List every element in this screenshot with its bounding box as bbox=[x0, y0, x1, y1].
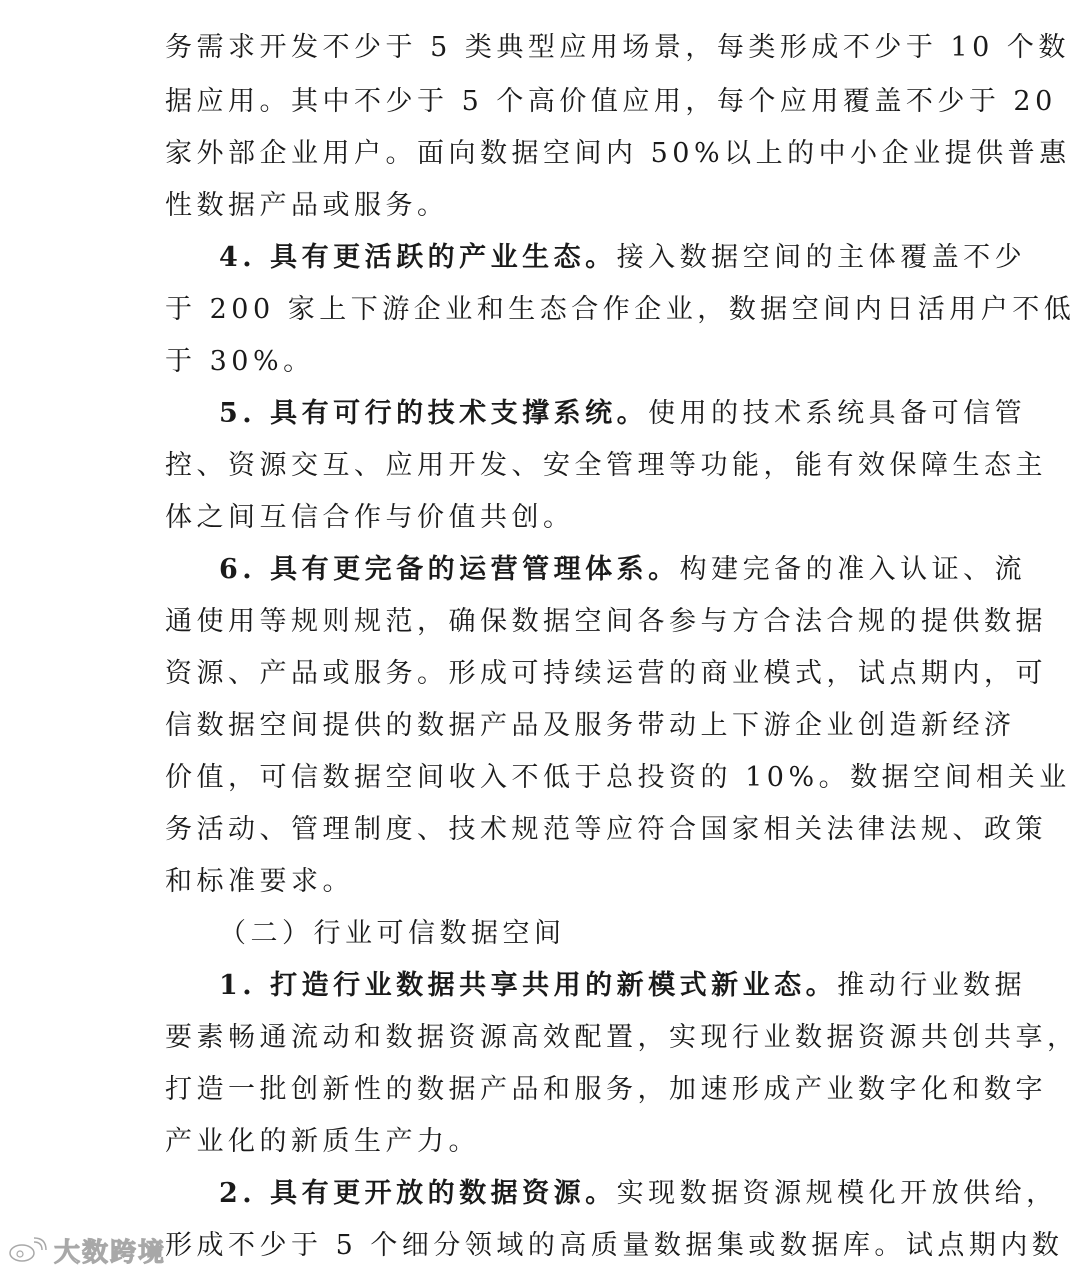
section2-item-1-heading: 1. 打造行业数据共享共用的新模式新业态。 bbox=[219, 970, 838, 1001]
text-line: 务活动、管理制度、技术规范等应符合国家相关法律法规、政策 bbox=[165, 814, 1047, 845]
item-6-first-line bbox=[219, 552, 1027, 588]
text-line: 信数据空间提供的数据产品及服务带动上下游企业创造新经济 bbox=[165, 710, 1016, 741]
section-title: （二）行业可信数据空间 bbox=[219, 918, 566, 949]
section2-item-2-heading: 2. 具有更开放的数据资源。 bbox=[219, 1178, 617, 1209]
section2-item-2-text: 实现数据资源规模化开放供给， bbox=[616, 1178, 1058, 1209]
text-line: 体之间互信合作与价值共创。 bbox=[165, 502, 575, 533]
section2-item-1-first-line bbox=[219, 968, 1027, 1004]
text-line: 产业化的新质生产力。 bbox=[165, 1126, 480, 1157]
text-line: 和标准要求。 bbox=[165, 866, 354, 897]
watermark-text: 大数跨境 bbox=[54, 1237, 167, 1268]
text-line: 形成不少于 5 个细分领域的高质量数据集或数据库。试点期内数 bbox=[165, 1230, 1064, 1261]
item-5-first-line bbox=[219, 396, 1027, 432]
watermark bbox=[8, 1233, 166, 1267]
item-4-heading: 4. 具有更活跃的产业生态。 bbox=[219, 242, 617, 273]
item-6-text: 构建完备的准入认证、流 bbox=[679, 554, 1027, 585]
text-line: 于 200 家上下游企业和生态合作企业，数据空间内日活用户不低 bbox=[165, 294, 1076, 325]
item-6-heading: 6. 具有更完备的运营管理体系。 bbox=[219, 554, 680, 585]
weibo-style-logo-icon bbox=[8, 1236, 48, 1264]
text-line: 于 30%。 bbox=[165, 346, 315, 377]
text-line: 家外部企业用户。面向数据空间内 50%以上的中小企业提供普惠 bbox=[165, 138, 1071, 169]
text-line: 打造一批创新性的数据产品和服务，加速形成产业数字化和数字 bbox=[165, 1074, 1047, 1105]
section2-item-1-text: 推动行业数据 bbox=[837, 970, 1027, 1001]
text-line: 价值，可信数据空间收入不低于总投资的 10%。数据空间相关业 bbox=[165, 762, 1071, 793]
text-line: 要素畅通流动和数据资源高效配置，实现行业数据资源共创共享， bbox=[165, 1022, 1079, 1053]
text-line: 通使用等规则规范，确保数据空间各参与方合法合规的提供数据 bbox=[165, 606, 1047, 637]
text-line: 性数据产品或服务。 bbox=[165, 190, 449, 221]
item-4-text: 接入数据空间的主体覆盖不少 bbox=[616, 242, 1027, 273]
text-line: 控、资源交互、应用开发、安全管理等功能，能有效保障生态主 bbox=[165, 450, 1047, 481]
item-4-first-line bbox=[219, 240, 1027, 276]
item-5-heading: 5. 具有可行的技术支撑系统。 bbox=[219, 398, 649, 429]
section2-item-2-first-line bbox=[219, 1176, 1058, 1212]
text-line: 资源、产品或服务。形成可持续运营的商业模式，试点期内，可 bbox=[165, 658, 1047, 689]
text-line: 据应用。其中不少于 5 个高价值应用，每个应用覆盖不少于 20 bbox=[165, 86, 1057, 117]
item-5-text: 使用的技术系统具备可信管 bbox=[648, 398, 1027, 429]
text-line: 务需求开发不少于 5 类典型应用场景，每类形成不少于 10 个数 bbox=[165, 32, 1070, 63]
